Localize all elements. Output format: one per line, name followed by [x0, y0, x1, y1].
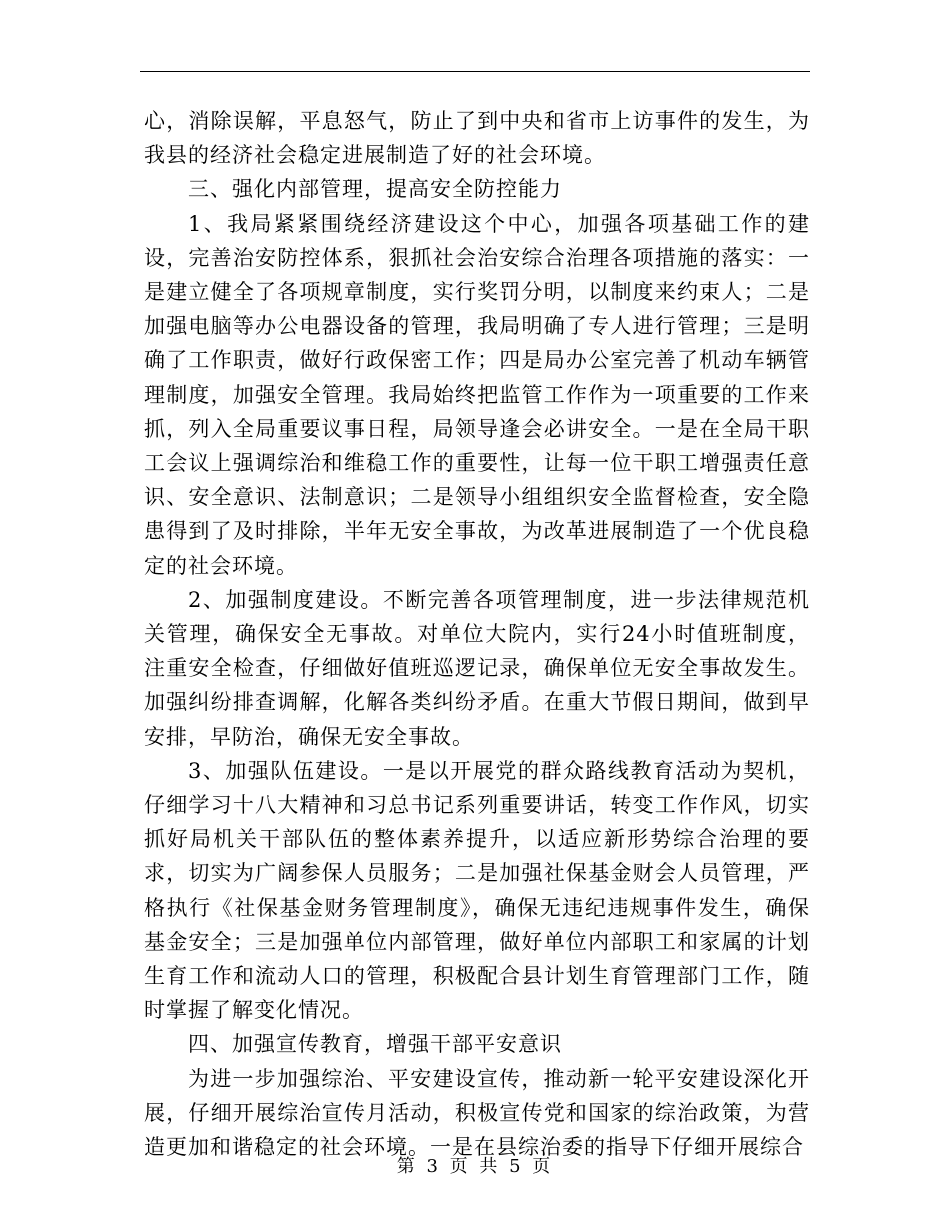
paragraph-publicity: 为进一步加强综治、平安建设宣传，推动新一轮平安建设深化开展，仔细开展综治宣传月活动，积极宣传党和国家的综治政策，为营造更加和谐稳定的社会环境。一是在县综治委的指导下仔细开展综合 — [144, 1066, 810, 1160]
section-heading-3: 三、强化内部管理，提高安全防控能力 — [188, 177, 562, 202]
paragraph-item-1: 1、我局紧紧围绕经济建设这个中心，加强各项基础工作的建设，完善治安防控体系，狠抓社会治安综合治理各项措施的落实：一是建立健全了各项规章制度，实行奖罚分明，以制度来约束人；二是加强电脑等办公电器设备的管理，我局明确了专人进行管理；三是明确了工作职责，做好行政保密工作；四是局办公室完善了机动车辆管理制度，加强安全管理。我局始终把监管工作作为一项重要的工作来抓，列入全局重要议事日程，局领导逢会必讲安全。一是在全局干职工会议上强调综治和维稳工作的重要性，让每一位干职工增强责任意识、安全意识、法制意识；二是领导小组组织安全监督检查，安全隐患得到了及时排除，半年无安全事故，为改革进展制造了一个优良稳定的社会环境。 — [144, 211, 810, 578]
document-body — [144, 104, 810, 1164]
page-number-footer: 第 3 页 共 5 页 — [396, 1156, 554, 1177]
header-rule — [140, 71, 810, 72]
paragraph-item-2: 2、加强制度建设。不断完善各项管理制度，进一步法律规范机关管理，确保安全无事故。对单位大院内，实行24小时值班制度，注重安全检查，仔细做好值班巡逻记录，确保单位无安全事故发生。加强纠纷排查调解，化解各类纠纷矛盾。在重大节假日期间，做到早安排，早防治，确保无安全事故。 — [144, 587, 810, 749]
paragraph-item-3: 3、加强队伍建设。一是以开展党的群众路线教育活动为契机，仔细学习十八大精神和习总书记系列重要讲话，转变工作作风，切实抓好局机关干部队伍的整体素养提升，以适应新形势综合治理的要求，切实为广阔参保人员服务；二是加强社保基金财会人员管理，严格执行《社保基金财务管理制度》，确保无违纪违规事件发生，确保基金安全；三是加强单位内部管理，做好单位内部职工和家属的计划生育工作和流动人口的管理，积极配合县计划生育管理部门工作，随时掌握了解变化情况。 — [144, 758, 810, 1023]
section-heading-4: 四、加强宣传教育，增强干部平安意识 — [188, 1032, 562, 1057]
continuation-paragraph: 心，消除误解，平息怒气，防止了到中央和省市上访事件的发生，为我县的经济社会稳定进展制造了好的社会环境。 — [144, 109, 810, 168]
